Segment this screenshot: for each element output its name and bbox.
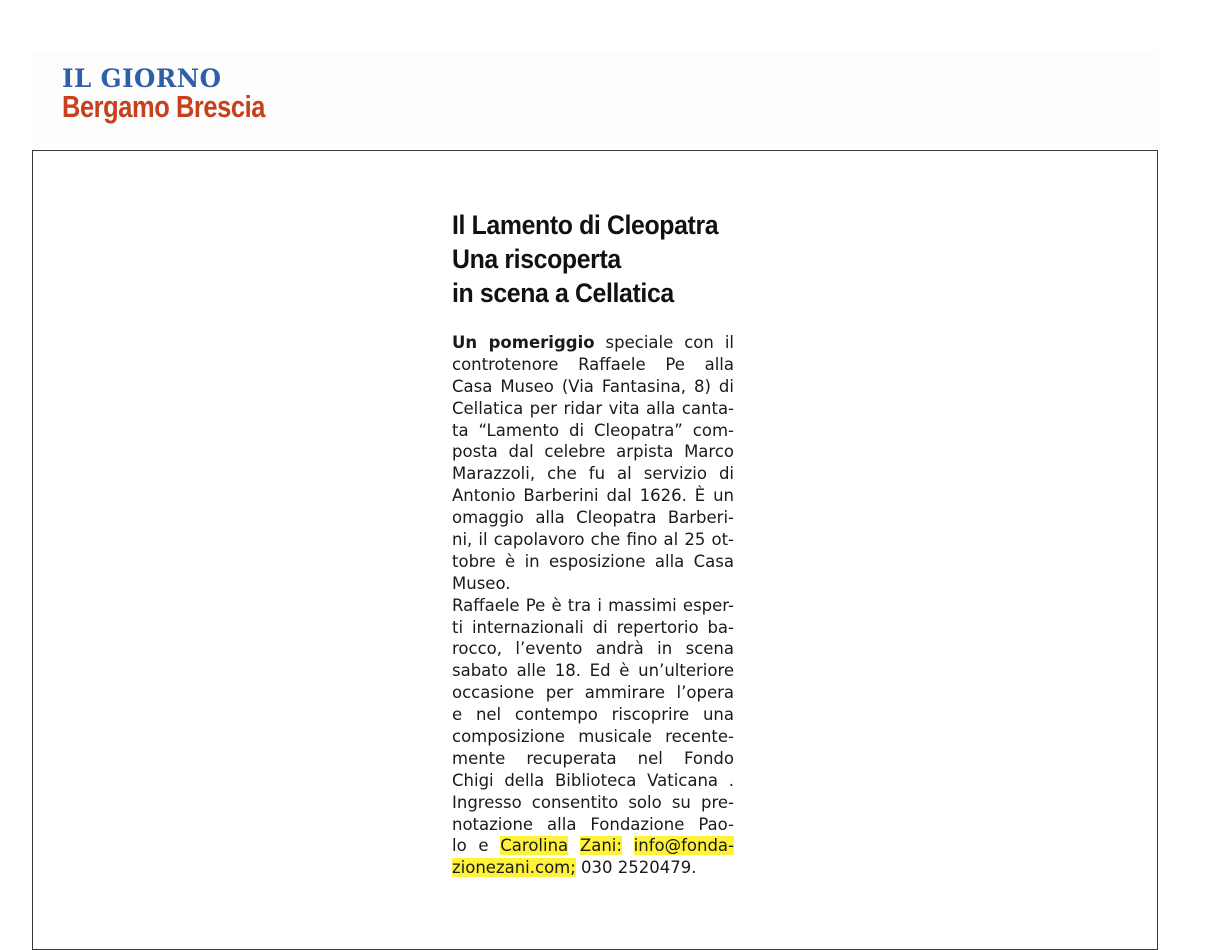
- body-line: omaggio alla Cleopatra Barberi-: [452, 508, 735, 528]
- body-line: Museo.: [452, 573, 511, 593]
- headline-line-2: Una riscoperta: [452, 244, 621, 274]
- article: [452, 208, 734, 879]
- body-line: rocco, l’evento andrà in scena: [452, 639, 734, 659]
- body-line: sabato alle 18. Ed è un’ulteriore: [452, 661, 735, 681]
- body-line: tobre è in esposizione alla Casa: [452, 551, 735, 571]
- logo-edition: Bergamo Brescia: [62, 89, 265, 124]
- body-line: composizione musicale recente-: [452, 727, 734, 747]
- body-line: ti internazionali di repertorio ba-: [452, 617, 735, 637]
- body-line: Chigi della Biblioteca Vaticana .: [452, 770, 734, 790]
- phone-number: 030 2520479.: [575, 858, 697, 878]
- body-line: Marazzoli, che fu al servizio di: [452, 464, 735, 484]
- article-body: [452, 332, 734, 879]
- body-line: ni, il capolavoro che fino al 25 ot-: [452, 530, 734, 550]
- body-line: Casa Museo (Via Fantasina, 8) di: [452, 376, 734, 396]
- body-line: occasione per ammirare l’opera: [452, 683, 734, 703]
- body-line: mente recuperata nel Fondo: [452, 748, 734, 768]
- contact-name-highlight: Carolina: [500, 836, 569, 856]
- body-line-text: speciale con il: [594, 333, 735, 352]
- body-line: [452, 835, 734, 857]
- email-highlight-part-2: zionezani.com;: [452, 858, 576, 878]
- body-line: controtenore Raffaele Pe alla: [452, 354, 734, 374]
- body-line: Antonio Barberini dal 1626. È un: [452, 486, 735, 506]
- logo-brand: IL GIORNO: [62, 64, 222, 93]
- body-line: e nel contempo riscoprire una: [452, 705, 734, 725]
- body-line: notazione alla Fondazione Pao-: [452, 814, 735, 834]
- article-headline: [452, 208, 737, 310]
- email-highlight-part-1: info@fonda-: [633, 836, 735, 856]
- body-line: posta dal celebre arpista Marco: [452, 442, 735, 462]
- body-line: [452, 857, 734, 879]
- headline-line-3: in scena a Cellatica: [452, 278, 674, 308]
- body-line: Raffaele Pe è tra i massimi esper-: [452, 595, 734, 615]
- body-line: [452, 332, 734, 354]
- newspaper-logo: [62, 66, 310, 122]
- contact-prefix: lo e: [452, 836, 501, 856]
- contact-surname-highlight: Zani:: [579, 836, 622, 856]
- article-lead: Un pomeriggio: [452, 333, 595, 352]
- body-line: Ingresso consentito solo su pre-: [452, 792, 734, 812]
- body-line: Cellatica per ridar vita alla canta-: [452, 398, 735, 418]
- body-line: ta “Lamento di Cleopatra” com-: [452, 420, 734, 440]
- headline-line-1: Il Lamento di Cleopatra: [452, 210, 719, 240]
